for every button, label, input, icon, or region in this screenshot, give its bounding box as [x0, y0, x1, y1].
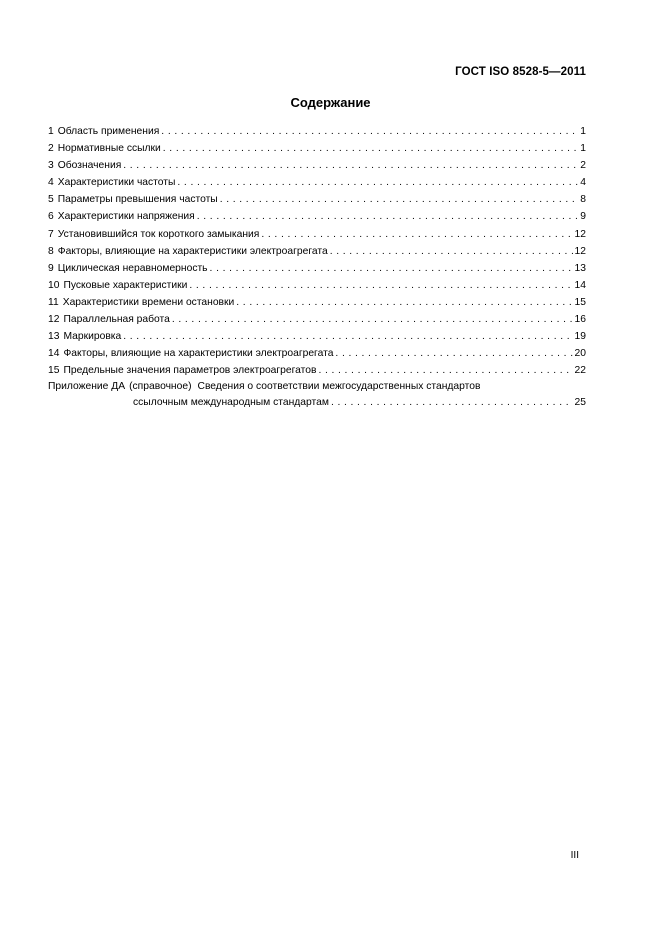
dot-leader: [236, 294, 572, 311]
dot-leader: [331, 394, 573, 411]
dot-leader: [197, 208, 579, 225]
toc-entry[interactable]: [48, 277, 586, 294]
toc-entry-page: 19: [574, 331, 586, 343]
toc-entry[interactable]: [48, 362, 586, 379]
toc-entry[interactable]: [48, 226, 586, 243]
toc-entry-page: 2: [580, 160, 586, 172]
annex-page: 25: [574, 397, 586, 409]
page-number: III: [570, 850, 579, 861]
dot-leader: [123, 328, 572, 345]
toc-entry-label: 12 Параллельная работа: [48, 314, 170, 326]
toc-entry-page: 1: [580, 143, 586, 155]
toc-entry[interactable]: [48, 191, 586, 208]
dot-leader: [161, 123, 578, 140]
toc-entry-page: 15: [574, 296, 586, 308]
toc-entry-label: 4 Характеристики частоты: [48, 177, 176, 189]
toc-entry-page: 1: [580, 126, 586, 137]
toc-entry-label: 11 Характеристики времени остановки: [48, 296, 235, 308]
toc-entry-label: 9 Циклическая неравномерность: [48, 262, 208, 274]
toc-entry-page: 12: [574, 228, 586, 240]
toc-entry-page: 13: [574, 262, 586, 274]
toc-entry[interactable]: [48, 345, 586, 362]
toc-entry-label: 13 Маркировка: [48, 331, 122, 343]
toc-entry-label: 3 Обозначения: [48, 160, 122, 172]
document-code: ГОСТ ISO 8528-5—2011: [455, 66, 586, 78]
dot-leader: [210, 260, 573, 277]
dot-leader: [330, 243, 573, 260]
toc-entry-label: 2 Нормативные ссылки: [48, 143, 161, 155]
dot-leader: [318, 362, 572, 379]
toc-entry[interactable]: [48, 260, 586, 277]
toc-entry[interactable]: [48, 140, 586, 157]
toc-entry-label: 7 Установившийся ток короткого замыкания: [48, 228, 260, 240]
toc-entry-page: 22: [574, 365, 586, 377]
toc-entry[interactable]: [48, 311, 586, 328]
dot-leader: [335, 345, 572, 362]
toc-annex-entry-continued[interactable]: [48, 394, 586, 411]
toc-entry[interactable]: [48, 294, 586, 311]
toc-entry-label: 8 Факторы, влияющие на характеристики электроагрегата: [48, 245, 328, 257]
dot-leader: [123, 157, 578, 174]
toc-entry-label: 14 Факторы, влияющие на характеристики электроагрегата: [48, 348, 334, 360]
toc-title: Содержание: [290, 95, 371, 110]
dot-leader: [172, 311, 573, 328]
toc-annex-entry[interactable]: [48, 379, 586, 394]
annex-title-line1: Сведения о соответствии межгосударственных стандартов: [197, 381, 481, 393]
toc-entry-page: 16: [574, 314, 586, 326]
dot-leader: [177, 174, 578, 191]
annex-label: Приложение ДА: [48, 381, 126, 393]
toc-entry[interactable]: [48, 157, 586, 174]
table-of-contents: [48, 123, 586, 411]
toc-entry-label: 5 Параметры превышения частоты: [48, 194, 218, 206]
dot-leader: [189, 277, 572, 294]
toc-entry-page: 20: [574, 348, 586, 360]
toc-entry[interactable]: [48, 328, 586, 345]
dot-leader: [261, 226, 572, 243]
toc-entry-page: 14: [574, 279, 586, 291]
toc-entry[interactable]: [48, 174, 586, 191]
dot-leader: [163, 140, 578, 157]
toc-entry-label: 1 Область применения: [48, 126, 160, 137]
toc-entry-label: 15 Предельные значения параметров электроагрегатов: [48, 365, 317, 377]
annex-title-line2: ссылочным международным стандартам: [133, 397, 329, 409]
toc-entry[interactable]: [48, 123, 586, 140]
toc-entry-page: 9: [580, 211, 586, 223]
toc-entry-label: 6 Характеристики напряжения: [48, 211, 195, 223]
toc-entry[interactable]: [48, 208, 586, 225]
toc-entry-label: 10 Пусковые характеристики: [48, 279, 188, 291]
dot-leader: [220, 191, 579, 208]
toc-entry-page: 8: [580, 194, 586, 206]
toc-entry-page: 12: [574, 245, 586, 257]
toc-entry-page: 4: [580, 177, 586, 189]
annex-type: (справочное): [129, 381, 192, 393]
toc-entry[interactable]: [48, 243, 586, 260]
